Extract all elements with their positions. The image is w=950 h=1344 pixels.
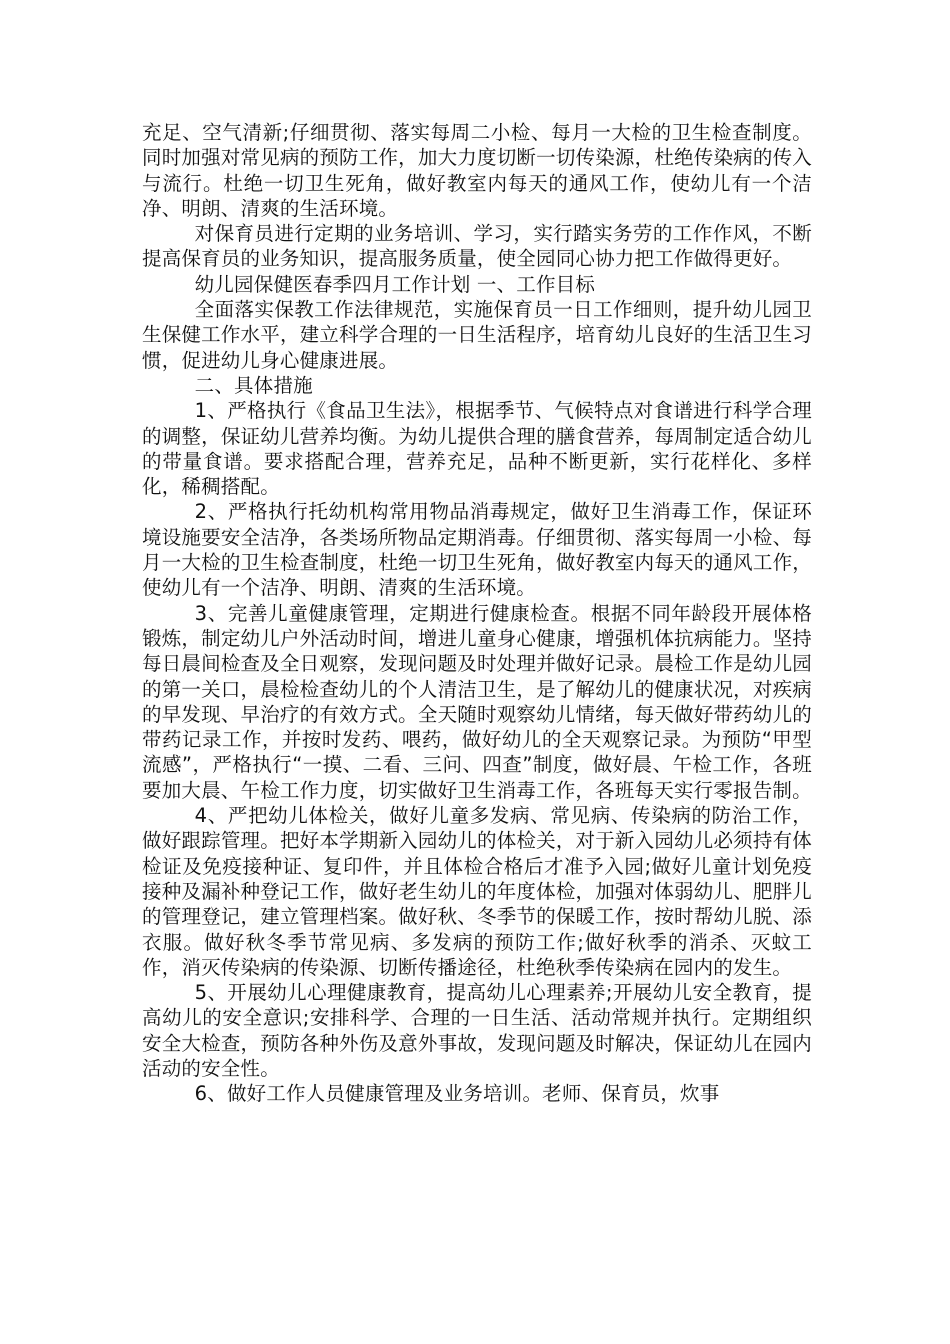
paragraph-measure-4: 4、严把幼儿体检关，做好儿童多发病、常见病、传染病的防治工作，做好跟踪管理。把好本学期新入园幼儿的体检关，对于新入园幼儿必须持有体检证及免疫接种证、复印件，并且体检合格后才准予入园;做好儿童计划免疫接种及漏补种登记工作，做好老生幼儿的年度体检，加强对体弱幼儿、肥胖儿的管理登记，建立管理档案。做好秋、冬季节的保暖工作，按时帮幼儿脱、添衣服。做好秋冬季节常见病、多发病的预防工作;做好秋季的消杀、灭蚊工作，消灭传染病的传染源、切断传播途径，杜绝秋季传染病在园内的发生。 bbox=[142, 804, 812, 979]
document-body bbox=[142, 120, 812, 1107]
paragraph-measure-1: 1、严格执行《食品卫生法》，根据季节、气候特点对食谱进行科学合理的调整，保证幼儿营养均衡。为幼儿提供合理的膳食营养，每周制定适合幼儿的带量食谱。要求搭配合理，营养充足，品种不断更新，实行花样化、多样化，稀稠搭配。 bbox=[142, 399, 812, 499]
paragraph-goals: 全面落实保教工作法律规范，实施保育员一日工作细则，提升幼儿园卫生保健工作水平，建立科学合理的一日生活程序，培育幼儿良好的生活卫生习惯，促进幼儿身心健康进展。 bbox=[142, 298, 812, 372]
section-heading-plan-goals: 幼儿园保健医春季四月工作计划 一、工作目标 bbox=[194, 272, 596, 296]
paragraph-measure-6: 6、做好工作人员健康管理及业务培训。老师、保育员，炊事 bbox=[194, 1082, 720, 1106]
paragraph-measure-5: 5、开展幼儿心理健康教育，提高幼儿心理素养;开展幼儿安全教育，提高幼儿的安全意识;安排科学、合理的一日生活、活动常规并执行。定期组织安全大检查，预防各种外伤及意外事故，发现问题及时解决，保证幼儿在园内活动的安全性。 bbox=[142, 981, 812, 1080]
paragraph-measure-2: 2、严格执行托幼机构常用物品消毒规定，做好卫生消毒工作，保证环境设施要安全洁净，各类场所物品定期消毒。仔细贯彻、落实每周一小检、每月一大检的卫生检查制度，杜绝一切卫生死角，做好教室内每天的通风工作，使幼儿有一个洁净、明朗、清爽的生活环境。 bbox=[142, 500, 812, 600]
paragraph-staff-training: 对保育员进行定期的业务培训、学习，实行踏实务劳的工作作风，不断提高保育员的业务知识，提高服务质量，使全园同心协力把工作做得更好。 bbox=[142, 222, 812, 271]
paragraph-measure-3: 3、完善儿童健康管理，定期进行健康检查。根据不同年龄段开展体格锻炼，制定幼儿户外活动时间，增进儿童身心健康，增强机体抗病能力。坚持每日晨间检查及全日观察，发现问题及时处理并做好记录。晨检工作是幼儿园的第一关口，晨检检查幼儿的个人清洁卫生，是了解幼儿的健康状况，对疾病的早发现、早治疗的有效方式。全天随时观察幼儿情绪，每天做好带药幼儿的带药记录工作，并按时发药、喂药，做好幼儿的全天观察记录。为预防“甲型流感”，严格执行“一摸、二看、三问、四查”制度，做好晨、午检工作，各班要加大晨、午检工作力度，切实做好卫生消毒工作，各班每天实行零报告制。 bbox=[142, 601, 812, 802]
paragraph-hygiene-continuation: 充足、空气清新;仔细贯彻、落实每周二小检、每月一大检的卫生检查制度。同时加强对常见病的预防工作，加大力度切断一切传染源，杜绝传染病的传入与流行。杜绝一切卫生死角，做好教室内每天的通风工作，使幼儿有一个洁净、明朗、清爽的生活环境。 bbox=[142, 121, 812, 220]
section-heading-measures: 二、具体措施 bbox=[194, 373, 313, 397]
